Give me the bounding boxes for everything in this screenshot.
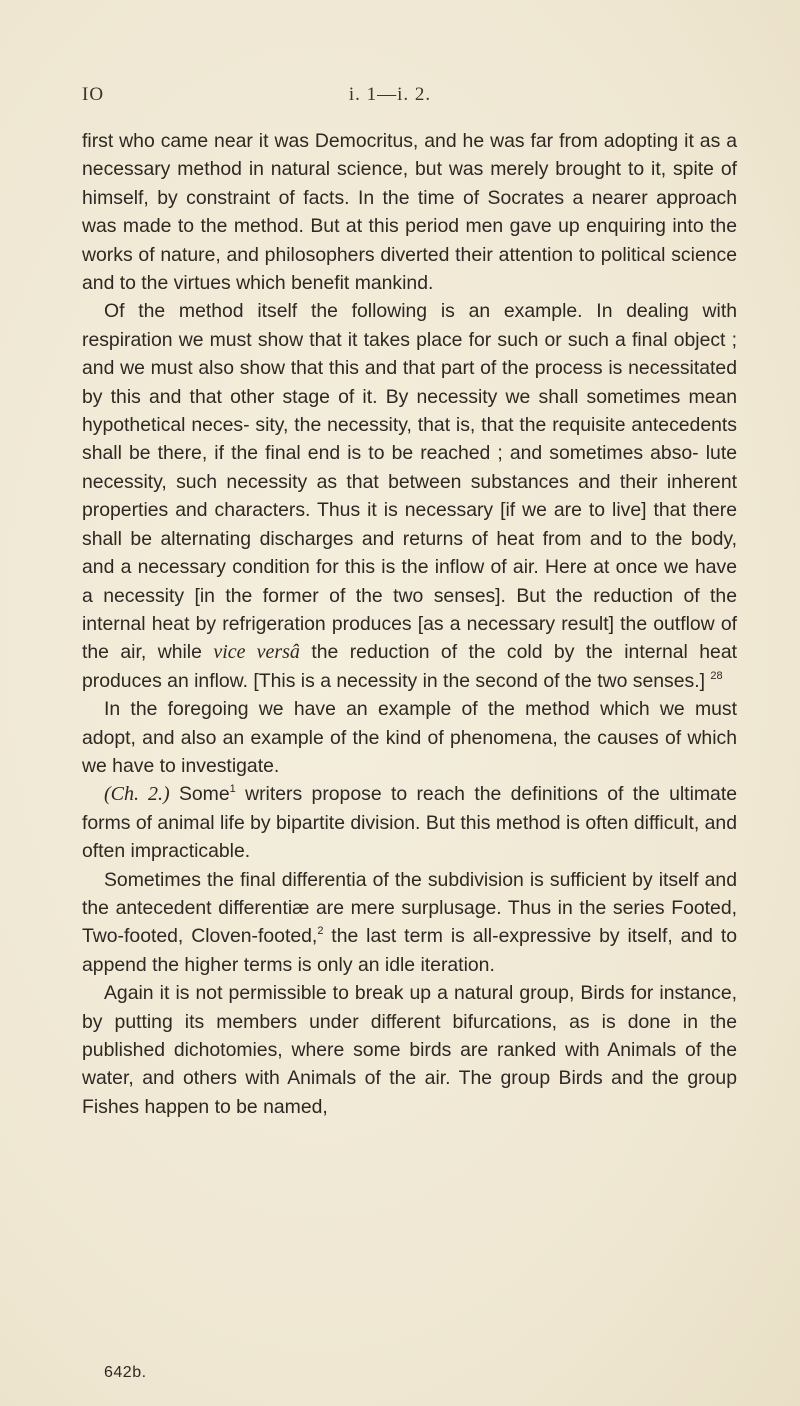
text-run: writers propose to reach the definitions of the ultimate forms of animal life by bipartite division. But this method is often difficult, and often impracticable. (82, 783, 737, 863)
paragraph (82, 780, 737, 865)
paragraph (82, 297, 737, 695)
body-text (82, 127, 737, 1121)
text-run: Sometimes the final differentia of the subdivision is sufficient by itself and the antecedent differentiæ are mere surplusage. Thus in the series Footed, Two-footed, Cloven-footed, (82, 868, 737, 948)
text-run: first who came near it was Democritus, and he was far from adopting it as a necessary method in natural science, but was merely brought to it, spite of himself, by constraint of facts. In the time of Socrates a nearer approach was made to the method. But at this period men gave up enquiring into the works of nature, and philosophers diverted their attention to political science and to the virtues which benefit mankind. (82, 130, 737, 295)
text-run: In the foregoing we have an example of the method which we must adopt, and also an example of the kind of phenomena, the causes of which we have to investigate. (82, 698, 737, 777)
footnote-marker: 1 (229, 783, 236, 796)
text-run: the last term is all-expressive by itself, and to append the higher terms is only an idle iteration. (82, 925, 737, 976)
text-run: Again it is not permissible to break up a natural group, Birds for instance, by putting its members under different bifurcations, as is done in the published dichotomies, where some birds are ranked with Animals of the water, and others with Animals of the air. The group Birds and the group Fishes happen to be named, (82, 982, 737, 1118)
italic-text: (Ch. 2.) (104, 783, 170, 806)
footnote-marker: 28 (710, 669, 723, 682)
section-reference: i. 1—i. 2. (348, 84, 432, 105)
paragraph (82, 866, 737, 980)
italic-text: vice versâ (213, 641, 300, 664)
text-run: Of the method itself the following is an example. In dealing with respiration we must show that it takes place for such or such a final object ; and we must also show that this and that part of the process is necessitated by this and that other stage of it. By necessity we shall sometimes mean hypothetical neces- sity, the necessity, that is, that the requisite antecedents shall be there, if the final end is to be reached ; and sometimes abso- lute necessity, such necessity as that between substances and their inherent properties and characters. Thus it is necessary [if we are to live] that there shall be alternating discharges and returns of heat from and to the body, and a necessary condition for this is the inflow of air. Here at once we have a necessity [in the former of the two senses]. But the reduction of the internal heat by refrigeration produces [as a necessary result] the outflow of the air, while (82, 300, 737, 664)
page-number: IO (82, 84, 105, 105)
paragraph (82, 695, 737, 780)
running-head (80, 84, 740, 114)
printer-signature-mark: 642b. (104, 1364, 147, 1381)
footnote-marker: 2 (317, 925, 324, 938)
paragraph (82, 127, 737, 297)
text-run: Some (169, 783, 230, 806)
paragraph (82, 979, 737, 1121)
text-run: the reduction of the cold by the internal heat produces an inflow. [This is a necessity in the second of the two senses.] (82, 641, 738, 692)
